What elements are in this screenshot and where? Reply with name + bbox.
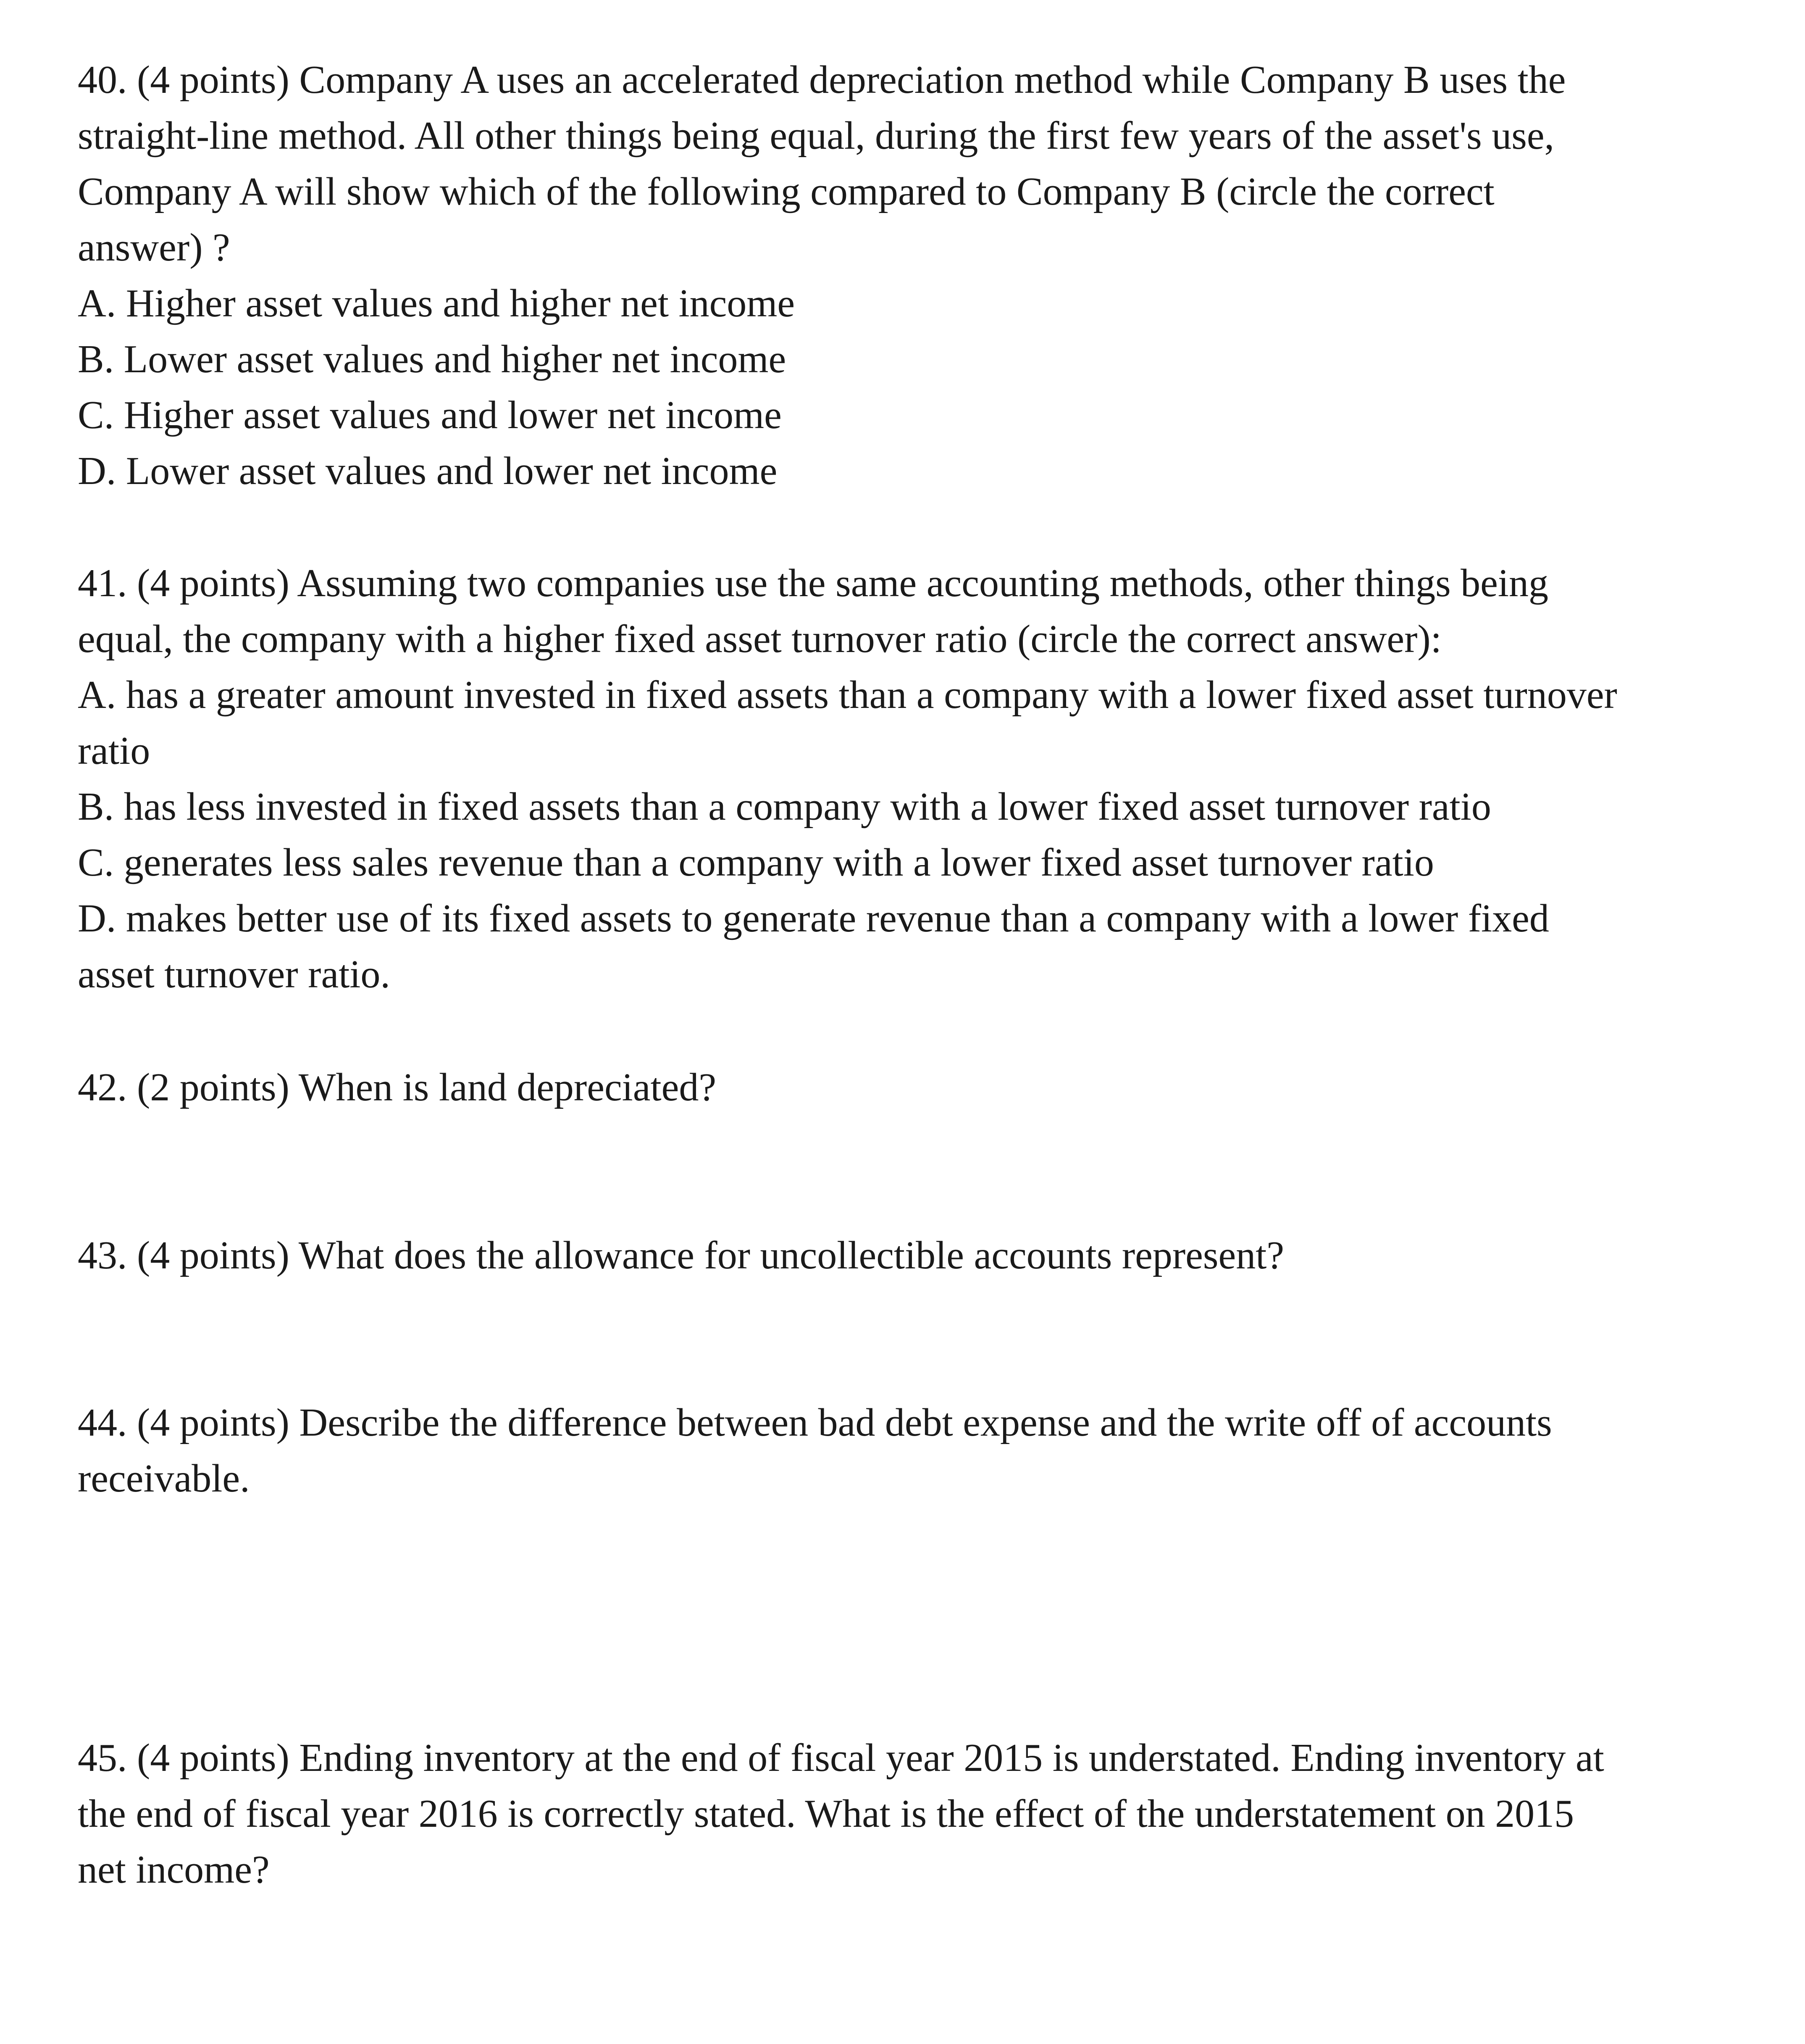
question-41-option-b[interactable]: B. has less invested in fixed assets than a company with a lower fixed asset turnover ratio	[78, 785, 1491, 829]
question-44-stem-line-2: receivable.	[78, 1457, 250, 1500]
question-42-stem-line-1: 42. (2 points) When is land depreciated?	[78, 1065, 717, 1109]
question-40-option-d[interactable]: D. Lower asset values and lower net income	[78, 449, 778, 493]
question-40	[78, 52, 1750, 499]
question-45-stem-line-1: 45. (4 points) Ending inventory at the end of fiscal year 2015 is understated. Ending inventory at	[78, 1736, 1604, 1780]
question-41	[78, 555, 1750, 1002]
question-40-option-b[interactable]: B. Lower asset values and higher net income	[78, 337, 786, 381]
question-40-stem-line-4: answer) ?	[78, 226, 230, 269]
question-44-stem-line-1: 44. (4 points) Describe the difference between bad debt expense and the write off of accounts	[78, 1401, 1552, 1444]
question-41-option-c[interactable]: C. generates less sales revenue than a company with a lower fixed asset turnover ratio	[78, 841, 1434, 884]
question-45-stem-line-3: net income?	[78, 1848, 270, 1891]
question-41-option-d-continued[interactable]: asset turnover ratio.	[78, 952, 390, 996]
question-40-option-a[interactable]: A. Higher asset values and higher net income	[78, 281, 795, 325]
question-41-option-a[interactable]: A. has a greater amount invested in fixed assets than a company with a lower fixed asset turnover	[78, 673, 1617, 717]
question-40-option-c[interactable]: C. Higher asset values and lower net income	[78, 393, 782, 437]
question-41-option-d[interactable]: D. makes better use of its fixed assets to generate revenue than a company with a lower fixed	[78, 897, 1549, 940]
question-45-stem-line-2: the end of fiscal year 2016 is correctly stated. What is the effect of the understatement on 2015	[78, 1792, 1574, 1836]
question-40-stem-line-3: Company A will show which of the following compared to Company B (circle the correct	[78, 170, 1495, 213]
question-45	[78, 1730, 1750, 1898]
question-43	[78, 1228, 1750, 1284]
question-43-stem-line-1: 43. (4 points) What does the allowance for uncollectible accounts represent?	[78, 1234, 1285, 1277]
question-41-stem-line-1: 41. (4 points) Assuming two companies use the same accounting methods, other things being	[78, 561, 1548, 605]
question-42	[78, 1060, 1750, 1115]
question-44	[78, 1395, 1750, 1507]
question-41-stem-line-2: equal, the company with a higher fixed asset turnover ratio (circle the correct answer):	[78, 617, 1442, 661]
question-40-stem-line-1: 40. (4 points) Company A uses an accelerated depreciation method while Company B uses the	[78, 58, 1566, 102]
question-40-stem-line-2: straight-line method. All other things being equal, during the first few years of the asset's use,	[78, 114, 1555, 158]
question-41-option-a-continued[interactable]: ratio	[78, 729, 150, 773]
